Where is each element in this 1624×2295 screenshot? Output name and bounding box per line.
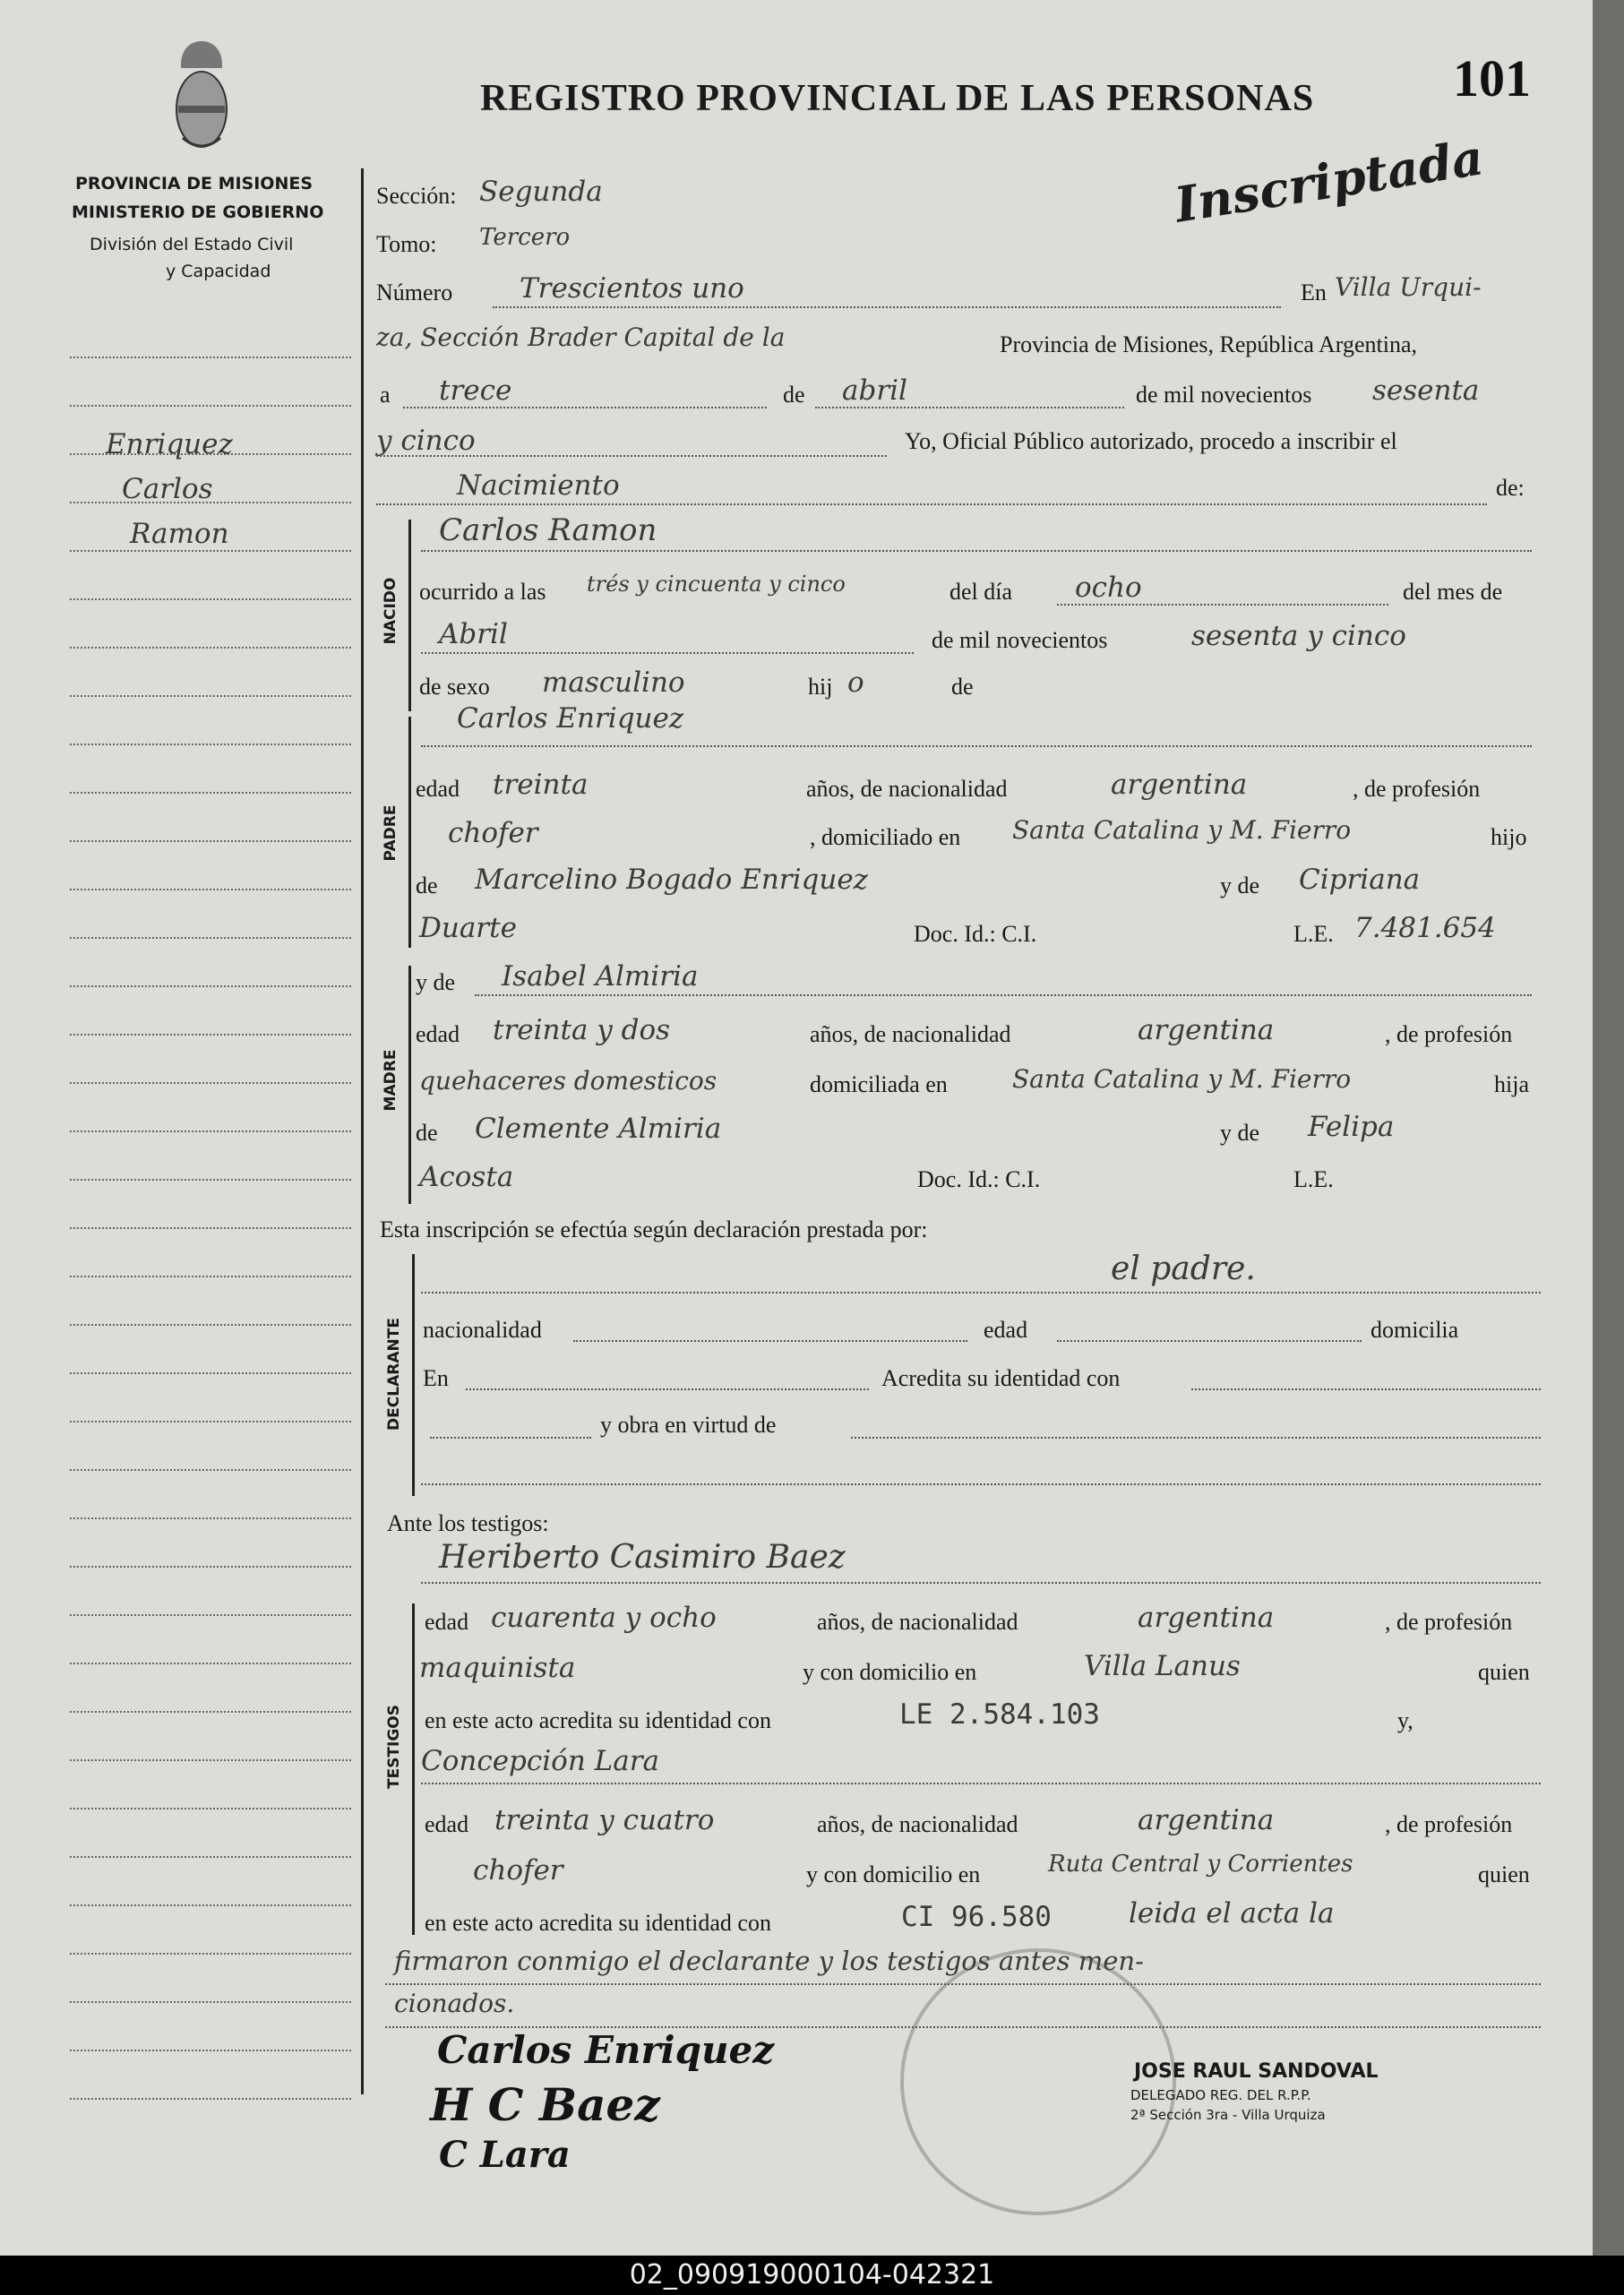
madre-de-label: de: [416, 1120, 438, 1146]
footer-code: 02_090919000104-042321: [0, 2256, 1624, 2295]
madre-section-label: MADRE: [382, 1049, 400, 1112]
maternal-grandfather: Clemente Almiria: [475, 1113, 722, 1145]
closing-line-1: leida el acta la: [1129, 1897, 1335, 1930]
birth-hour: trés y cincuenta y cinco: [587, 572, 846, 597]
place-value: Villa Urqui-: [1335, 272, 1482, 302]
act-type-line: [376, 503, 1487, 505]
margin-ruled-line: [70, 1276, 351, 1277]
margin-ruled-line: [70, 1179, 351, 1181]
margin-ruled-line: [70, 357, 351, 358]
witness1-profession: maquinista: [419, 1652, 576, 1684]
witness2-nationality: argentina: [1138, 1804, 1275, 1836]
decl-edad-label: edad: [984, 1317, 1028, 1343]
margin-ruled-line: [70, 1517, 351, 1519]
padre-nac-label: años, de nacionalidad: [806, 776, 1008, 802]
child-name: Carlos Ramon: [439, 512, 657, 548]
margin-ruled-line: [70, 1324, 351, 1326]
mother-name-line: [475, 994, 1532, 996]
madre-le-label: L.E.: [1293, 1166, 1334, 1192]
seal-title: DELEGADO REG. DEL R.P.P.: [1130, 2087, 1311, 2103]
nacido-bracket: [408, 520, 411, 711]
witness1-name-line: [421, 1582, 1541, 1584]
father-name: Carlos Enriquez: [457, 702, 684, 735]
margin-ruled-line: [70, 840, 351, 842]
agency-line-3: División del Estado Civil: [90, 235, 294, 254]
a-label: a: [380, 382, 391, 408]
mother-age: treinta y dos: [493, 1014, 671, 1046]
padre-dom-label: , domiciliado en: [810, 824, 961, 850]
document-title: REGISTRO PROVINCIAL DE LAS PERSONAS: [480, 78, 1315, 119]
agency-line-4: y Capacidad: [166, 262, 271, 281]
witness1-age: cuarenta y ocho: [491, 1602, 717, 1634]
witness2-address: Ruta Central y Corrientes: [1048, 1851, 1353, 1878]
madre-dom-label: domiciliada en: [810, 1071, 948, 1097]
padre-doc-label: Doc. Id.: C.I.: [914, 921, 1037, 947]
numero-line: [493, 306, 1281, 308]
margin-ruled-line: [70, 550, 351, 552]
numero-value: Trescientos uno: [520, 272, 744, 305]
decl-domicilia-label: domicilia: [1371, 1317, 1459, 1343]
margin-ruled-line: [70, 889, 351, 890]
declarante-bracket: [412, 1254, 415, 1496]
mother-profession: quehaceres domesticos: [419, 1066, 717, 1096]
tomo-value: Tercero: [479, 224, 571, 251]
inscription-year: sesenta: [1372, 374, 1480, 407]
del-mes-label: del mes de: [1403, 579, 1503, 605]
oficial-label: Yo, Oficial Público autorizado, procedo a inscribir el: [905, 428, 1397, 454]
main-vertical-rule: [361, 168, 364, 2094]
t2-quien-label: quien: [1478, 1861, 1530, 1887]
madre-edad-label: edad: [416, 1021, 460, 1047]
decl-en-label: En: [423, 1365, 449, 1391]
en-label: En: [1301, 279, 1327, 305]
testigos-label: Ante los testigos:: [387, 1510, 549, 1536]
paternal-grandfather: Marcelino Bogado Enriquez: [475, 864, 869, 896]
padre-le-label: L.E.: [1293, 921, 1334, 947]
inscription-year-cont-line: [376, 455, 887, 457]
declarant-value: el padre.: [1111, 1251, 1256, 1287]
margin-ruled-line: [70, 1421, 351, 1423]
margin-ruled-line: [70, 1614, 351, 1616]
padre-bracket: [408, 717, 411, 948]
margin-ruled-line: [70, 1856, 351, 1858]
declarante-line-4: [421, 1483, 1541, 1485]
inscribed-annotation: Inscriptada: [1171, 128, 1488, 234]
t2-nac-label: años, de nacionalidad: [817, 1811, 1018, 1837]
margin-ruled-line: [70, 985, 351, 987]
t1-y-label: y,: [1397, 1707, 1413, 1733]
madre-nac-label: años, de nacionalidad: [810, 1021, 1011, 1047]
margin-ruled-line: [70, 1808, 351, 1809]
ocurrido-label: ocurrido a las: [419, 579, 546, 605]
witness2-profession: chofer: [473, 1854, 563, 1887]
de-mil-label-1: de mil novecientos: [1136, 382, 1312, 408]
margin-ruled-line: [70, 1034, 351, 1036]
t2-dom-label: y con domicilio en: [806, 1861, 981, 1887]
witness2-name: Concepción Lara: [421, 1745, 660, 1777]
birth-year: sesenta y cinco: [1191, 620, 1406, 652]
margin-ruled-line: [70, 1759, 351, 1761]
t2-edad-label: edad: [425, 1811, 469, 1837]
father-name-line: [421, 745, 1532, 747]
margin-ruled-line: [70, 2098, 351, 2100]
t1-edad-label: edad: [425, 1609, 469, 1635]
margin-ruled-line: [70, 405, 351, 407]
t1-dom-label: y con domicilio en: [803, 1659, 977, 1685]
tomo-label: Tomo:: [376, 231, 437, 257]
father-nationality: argentina: [1111, 769, 1248, 801]
margin-ruled-line: [70, 1469, 351, 1471]
inscription-year-continued: y cinco: [376, 425, 476, 457]
t1-quien-label: quien: [1478, 1659, 1530, 1685]
de-label-2: de: [951, 674, 974, 700]
coat-of-arms-emblem: [170, 38, 233, 154]
hij-label: hij: [808, 674, 833, 700]
child-name-line: [421, 550, 1532, 552]
margin-ruled-line: [70, 937, 351, 939]
hij-suffix: o: [847, 666, 864, 699]
seal-place: 2ª Sección 3ra - Villa Urquiza: [1130, 2107, 1326, 2123]
madre-doc-label: Doc. Id.: C.I.: [917, 1166, 1041, 1192]
father-age: treinta: [493, 769, 589, 801]
madre-prof-label: , de profesión: [1385, 1021, 1513, 1047]
birth-month-line: [421, 652, 914, 654]
declarante-line-1: [421, 1292, 1541, 1294]
seal-name: JOSE RAUL SANDOVAL: [1134, 2060, 1379, 2083]
margin-note-first-name: Carlos: [122, 473, 213, 505]
padre-edad-label: edad: [416, 776, 460, 802]
t2-prof-label: , de profesión: [1385, 1811, 1513, 1837]
witness1-nationality: argentina: [1138, 1602, 1275, 1634]
numero-label: Número: [376, 279, 453, 305]
witness1-name: Heriberto Casimiro Baez: [439, 1539, 846, 1576]
margin-ruled-line: [70, 744, 351, 745]
madre-y-de-label: y de: [416, 969, 456, 995]
signature-declarant: Carlos Enriquez: [437, 2028, 775, 2072]
margin-note-surname: Enriquez: [106, 428, 233, 460]
witness2-document: CI 96.580: [901, 1901, 1052, 1933]
madre-bracket: [408, 966, 411, 1204]
de-colon-label: de:: [1496, 475, 1525, 501]
margin-ruled-line: [70, 1711, 351, 1713]
margin-ruled-line: [70, 1663, 351, 1664]
page-edge: [1593, 0, 1624, 2256]
decl-acredita-line: [1191, 1388, 1541, 1390]
padre-section-label: PADRE: [382, 804, 400, 862]
margin-ruled-line: [70, 1082, 351, 1084]
decl-en-line: [466, 1388, 869, 1390]
mother-address: Santa Catalina y M. Fierro: [1012, 1064, 1352, 1094]
birth-day: ocho: [1075, 572, 1142, 604]
t2-acredita-label: en este acto acredita su identidad con: [425, 1910, 771, 1936]
place-continued: za, Sección Brader Capital de la: [376, 322, 786, 352]
del-dia-label: del día: [949, 579, 1013, 605]
decl-obra-label: y obra en virtud de: [600, 1412, 777, 1438]
closing-line-3: cionados.: [394, 1989, 515, 2018]
father-address: Santa Catalina y M. Fierro: [1012, 815, 1352, 845]
maternal-grandmother-cont: Acosta: [419, 1161, 514, 1193]
de-label-1: de: [783, 382, 805, 408]
testigos-section-label: TESTIGOS: [385, 1704, 403, 1790]
sex-value: masculino: [542, 666, 685, 699]
t1-prof-label: , de profesión: [1385, 1609, 1513, 1635]
seccion-label: Sección:: [376, 183, 457, 209]
sexo-label: de sexo: [419, 674, 490, 700]
margin-ruled-line: [70, 2050, 351, 2051]
inscription-day: trece: [439, 374, 512, 407]
witness1-address: Villa Lanus: [1084, 1650, 1241, 1682]
margin-ruled-line: [70, 695, 351, 697]
provincia-label: Provincia de Misiones, República Argentina,: [1000, 331, 1417, 357]
paternal-grandmother-cont: Duarte: [419, 912, 517, 944]
maternal-grandmother: Felipa: [1308, 1111, 1395, 1143]
margin-ruled-line: [70, 792, 351, 794]
inscription-day-line: [403, 407, 767, 408]
folio-number: 101: [1453, 49, 1531, 107]
margin-ruled-line: [70, 1566, 351, 1568]
witness1-document: LE 2.584.103: [899, 1698, 1100, 1731]
margin-ruled-line: [70, 1372, 351, 1374]
testigos-bracket: [412, 1603, 415, 1935]
hijo-label: hijo: [1491, 824, 1527, 850]
agency-line-2: MINISTERIO DE GOBIERNO: [72, 202, 324, 222]
signature-witness2: C Lara: [439, 2134, 571, 2176]
margin-ruled-line: [70, 2001, 351, 2003]
padre-prof-label: , de profesión: [1353, 776, 1481, 802]
t1-acredita-label: en este acto acredita su identidad con: [425, 1707, 771, 1733]
inscripcion-label: Esta inscripción se efectúa según declaración prestada por:: [380, 1216, 928, 1242]
margin-ruled-line: [70, 1904, 351, 1906]
act-type: Nacimiento: [457, 469, 620, 502]
decl-nacionalidad-label: nacionalidad: [423, 1317, 542, 1343]
hija-label: hija: [1494, 1071, 1529, 1097]
decl-acredita-label: Acredita su identidad con: [881, 1365, 1121, 1391]
nacido-section-label: NACIDO: [382, 577, 400, 645]
margin-ruled-line: [70, 1227, 351, 1229]
father-le-number: 7.481.654: [1354, 912, 1496, 944]
mother-name: Isabel Almiria: [502, 960, 699, 993]
margin-ruled-line: [70, 598, 351, 600]
margin-ruled-line: [70, 1953, 351, 1955]
padre-y-de-label: y de: [1220, 872, 1260, 898]
father-profession: chofer: [448, 817, 538, 849]
birth-month: Abril: [439, 618, 508, 650]
mother-nationality: argentina: [1138, 1014, 1275, 1046]
inscription-month-line: [815, 407, 1124, 408]
witness2-name-line: [421, 1783, 1541, 1784]
madre-y-de-label-2: y de: [1220, 1120, 1260, 1146]
inscription-month: abril: [842, 374, 907, 407]
closing-line-2: firmaron conmigo el declarante y los testigos antes men-: [394, 1946, 1144, 1976]
de-mil-label-2: de mil novecientos: [932, 627, 1108, 653]
decl-nacionalidad-line: [573, 1340, 967, 1342]
decl-obra-line-a: [430, 1437, 591, 1439]
agency-line-1: PROVINCIA DE MISIONES: [75, 174, 314, 193]
margin-ruled-line: [70, 1130, 351, 1132]
padre-de-label: de: [416, 872, 438, 898]
paternal-grandmother: Cipriana: [1299, 864, 1421, 896]
signature-witness1: H C Baez: [430, 2078, 660, 2131]
decl-edad-line: [1057, 1340, 1362, 1342]
declarante-section-label: DECLARANTE: [385, 1318, 403, 1431]
birth-day-line: [1057, 604, 1388, 606]
seccion-value: Segunda: [479, 176, 603, 208]
decl-obra-line-b: [851, 1437, 1541, 1439]
witness2-age: treinta y cuatro: [494, 1804, 715, 1836]
margin-note-second-name: Ramon: [130, 518, 229, 550]
t1-nac-label: años, de nacionalidad: [817, 1609, 1018, 1635]
margin-ruled-line: [70, 647, 351, 649]
